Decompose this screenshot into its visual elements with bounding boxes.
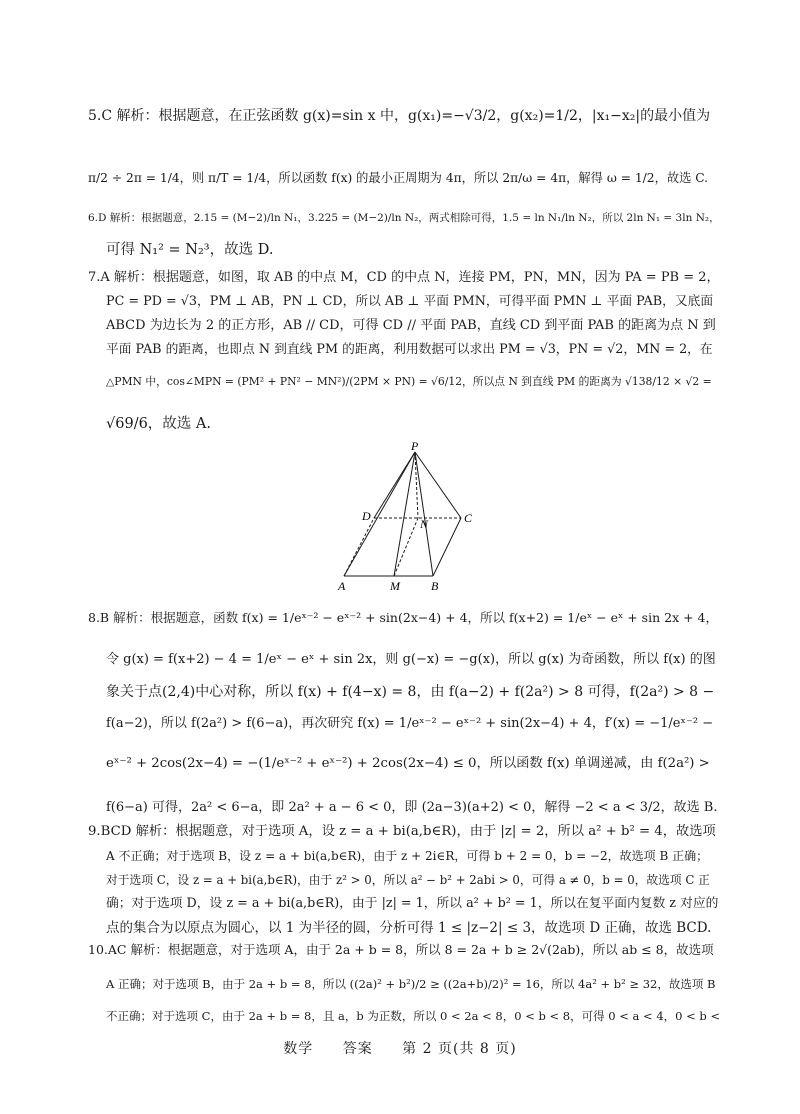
answer-7-line-6: √69/6，故选 A. [106, 416, 211, 432]
label-D: D [362, 509, 371, 523]
answer-8-line-4: f(a−2)，所以 f(2a²) > f(6−a)，再次研究 f(x) = 1/eˣ⁻² − eˣ⁻² + sin(2x−4) + 4，f′(x) = −1/eˣ⁻² − [106, 716, 714, 731]
answer-5-line-2: π/2 ÷ 2π = 1/4，则 π/T = 1/4，所以函数 f(x) 的最小正周期为 4π，所以 2π/ω = 4π，解得 ω = 1/2，故选 C. [88, 171, 709, 185]
answer-7-line-2: PC = PD = √3，PM ⊥ AB，PN ⊥ CD，所以 AB ⊥ 平面 PMN，可得平面 PMN ⊥ 平面 PAB，又底面 [106, 294, 714, 309]
answer-7-line-5: △PMN 中，cos∠MPN = (PM² + PN² − MN²)/(2PM × PN) = √6/12，所以点 N 到直线 PM 的距离为 √138/12 × √2 = [106, 375, 712, 388]
answer-10-line-1: 10.AC 解析：根据题意，对于选项 A，由于 2a + b = 8，所以 8 = 2a + b ≥ 2√(2ab)，所以 ab ≤ 8，故选项 [88, 942, 714, 957]
answer-6-line-2: 可得 N₁² = N₂³，故选 D. [106, 242, 274, 258]
edge-BC [433, 518, 461, 576]
footer-page-number: 第 2 页(共 8 页) [402, 1041, 517, 1057]
answer-8-line-1: 8.B 解析：根据题意，函数 f(x) = 1/eˣ⁻² − eˣ⁻² + sin(2x−4) + 4，所以 f(x+2) = 1/eˣ − eˣ + sin 2x + 4， [88, 610, 718, 625]
answer-8-line-2: 令 g(x) = f(x+2) − 4 = 1/eˣ − eˣ + sin 2x，则 g(−x) = −g(x)，所以 g(x) 为奇函数，所以 f(x) 的图 [106, 652, 716, 667]
answer-9-line-5: 点的集合为以原点为圆心，以 1 为半径的圆，分析可得 1 ≤ |z−2| ≤ 3，故选项 D 正确，故选 BCD. [106, 920, 712, 936]
label-A: A [338, 579, 346, 593]
edge-MN [394, 518, 418, 576]
edge-PC [415, 452, 461, 518]
answer-9-line-2: A 不正确；对于选项 B，设 z = a + bi(a,b∈R)，由于 z + 2i∈R，可得 b + 2 = 0，b = −2，故选项 B 正确； [106, 849, 709, 863]
answer-9-line-4: 确；对于选项 D，设 z = a + bi(a,b∈R)，由于 |z| = 1，所以 a² + b² = 1，所以在复平面内复数 z 对应的 [106, 896, 719, 911]
answer-6-line-1: 6.D 解析：根据题意，2.15 = (M−2)/ln N₁，3.225 = (M−2)/ln N₂，两式相除可得，1.5 = ln N₁/ln N₂，所以 2ln N₁ = 3ln N₂， [88, 212, 720, 224]
answer-10-line-2: A 正确；对于选项 B，由于 2a + b = 8，所以 ((2a)² + b²)/2 ≥ ((2a+b)/2)² = 16，所以 4a² + b² ≥ 32，故选项 B [106, 977, 716, 991]
edge-PD [374, 452, 415, 518]
answer-7-line-4: 平面 PAB 的距离，也即点 N 到直线 PM 的距离，利用数据可以求出 PM = √3，PN = √2，MN = 2，在 [106, 342, 713, 357]
page-footer [0, 1038, 800, 1058]
answer-8-line-3: 象关于点(2,4)中心对称，所以 f(x) + f(4−x) = 8，由 f(a−2) + f(2a²) > 8 可得，f(2a²) > 8 − [106, 684, 715, 700]
answer-8-line-6: f(6−a) 可得，2a² < 6−a，即 2a² + a − 6 < 0，即 (2a−3)(a+2) < 0，解得 −2 < a < 3/2，故选 B. [106, 800, 718, 815]
footer-type: 答案 [342, 1041, 373, 1057]
pyramid-figure [330, 440, 480, 600]
answer-5-line-1: 5.C 解析：根据题意，在正弦函数 g(x)=sin x 中，g(x₁)=−√3/2，g(x₂)=1/2，|x₁−x₂|的最小值为 [88, 108, 711, 124]
answer-7-line-3: ABCD 为边长为 2 的正方形，AB // CD，可得 CD // 平面 PAB，直线 CD 到平面 PAB 的距离为点 N 到 [106, 318, 716, 333]
answer-9-line-3: 对于选项 C，设 z = a + bi(a,b∈R)，由于 z² > 0，所以 a² − b² + 2abi > 0，可得 a ≠ 0，b = 0，故选项 C 正 [106, 873, 710, 887]
answer-10-line-3: 不正确；对于选项 C，由于 2a + b = 8，且 a，b 为正数，所以 0 < 2a < 8，0 < b < 8，可得 0 < a < 4，0 < b < [106, 1009, 721, 1023]
label-B: B [431, 579, 439, 593]
label-N: N [420, 517, 429, 531]
answer-7-line-1: 7.A 解析：根据题意，如图，取 AB 的中点 M，CD 的中点 N，连接 PM，PN，MN，因为 PA = PB = 2， [88, 270, 720, 285]
label-M: M [390, 579, 400, 593]
pyramid-diagram [330, 440, 480, 600]
label-P: P [411, 440, 419, 453]
footer-subject: 数学 [283, 1041, 314, 1057]
label-C: C [464, 511, 473, 525]
answer-9-line-1: 9.BCD 解析：根据题意，对于选项 A，设 z = a + bi(a,b∈R)，由于 |z| = 2，所以 a² + b² = 4，故选项 [88, 824, 716, 839]
answer-8-line-5: eˣ⁻² + 2cos(2x−4) = −(1/eˣ⁻² + eˣ⁻²) + 2cos(2x−4) ≤ 0，所以函数 f(x) 单调递减，由 f(2a²) > [106, 756, 710, 771]
